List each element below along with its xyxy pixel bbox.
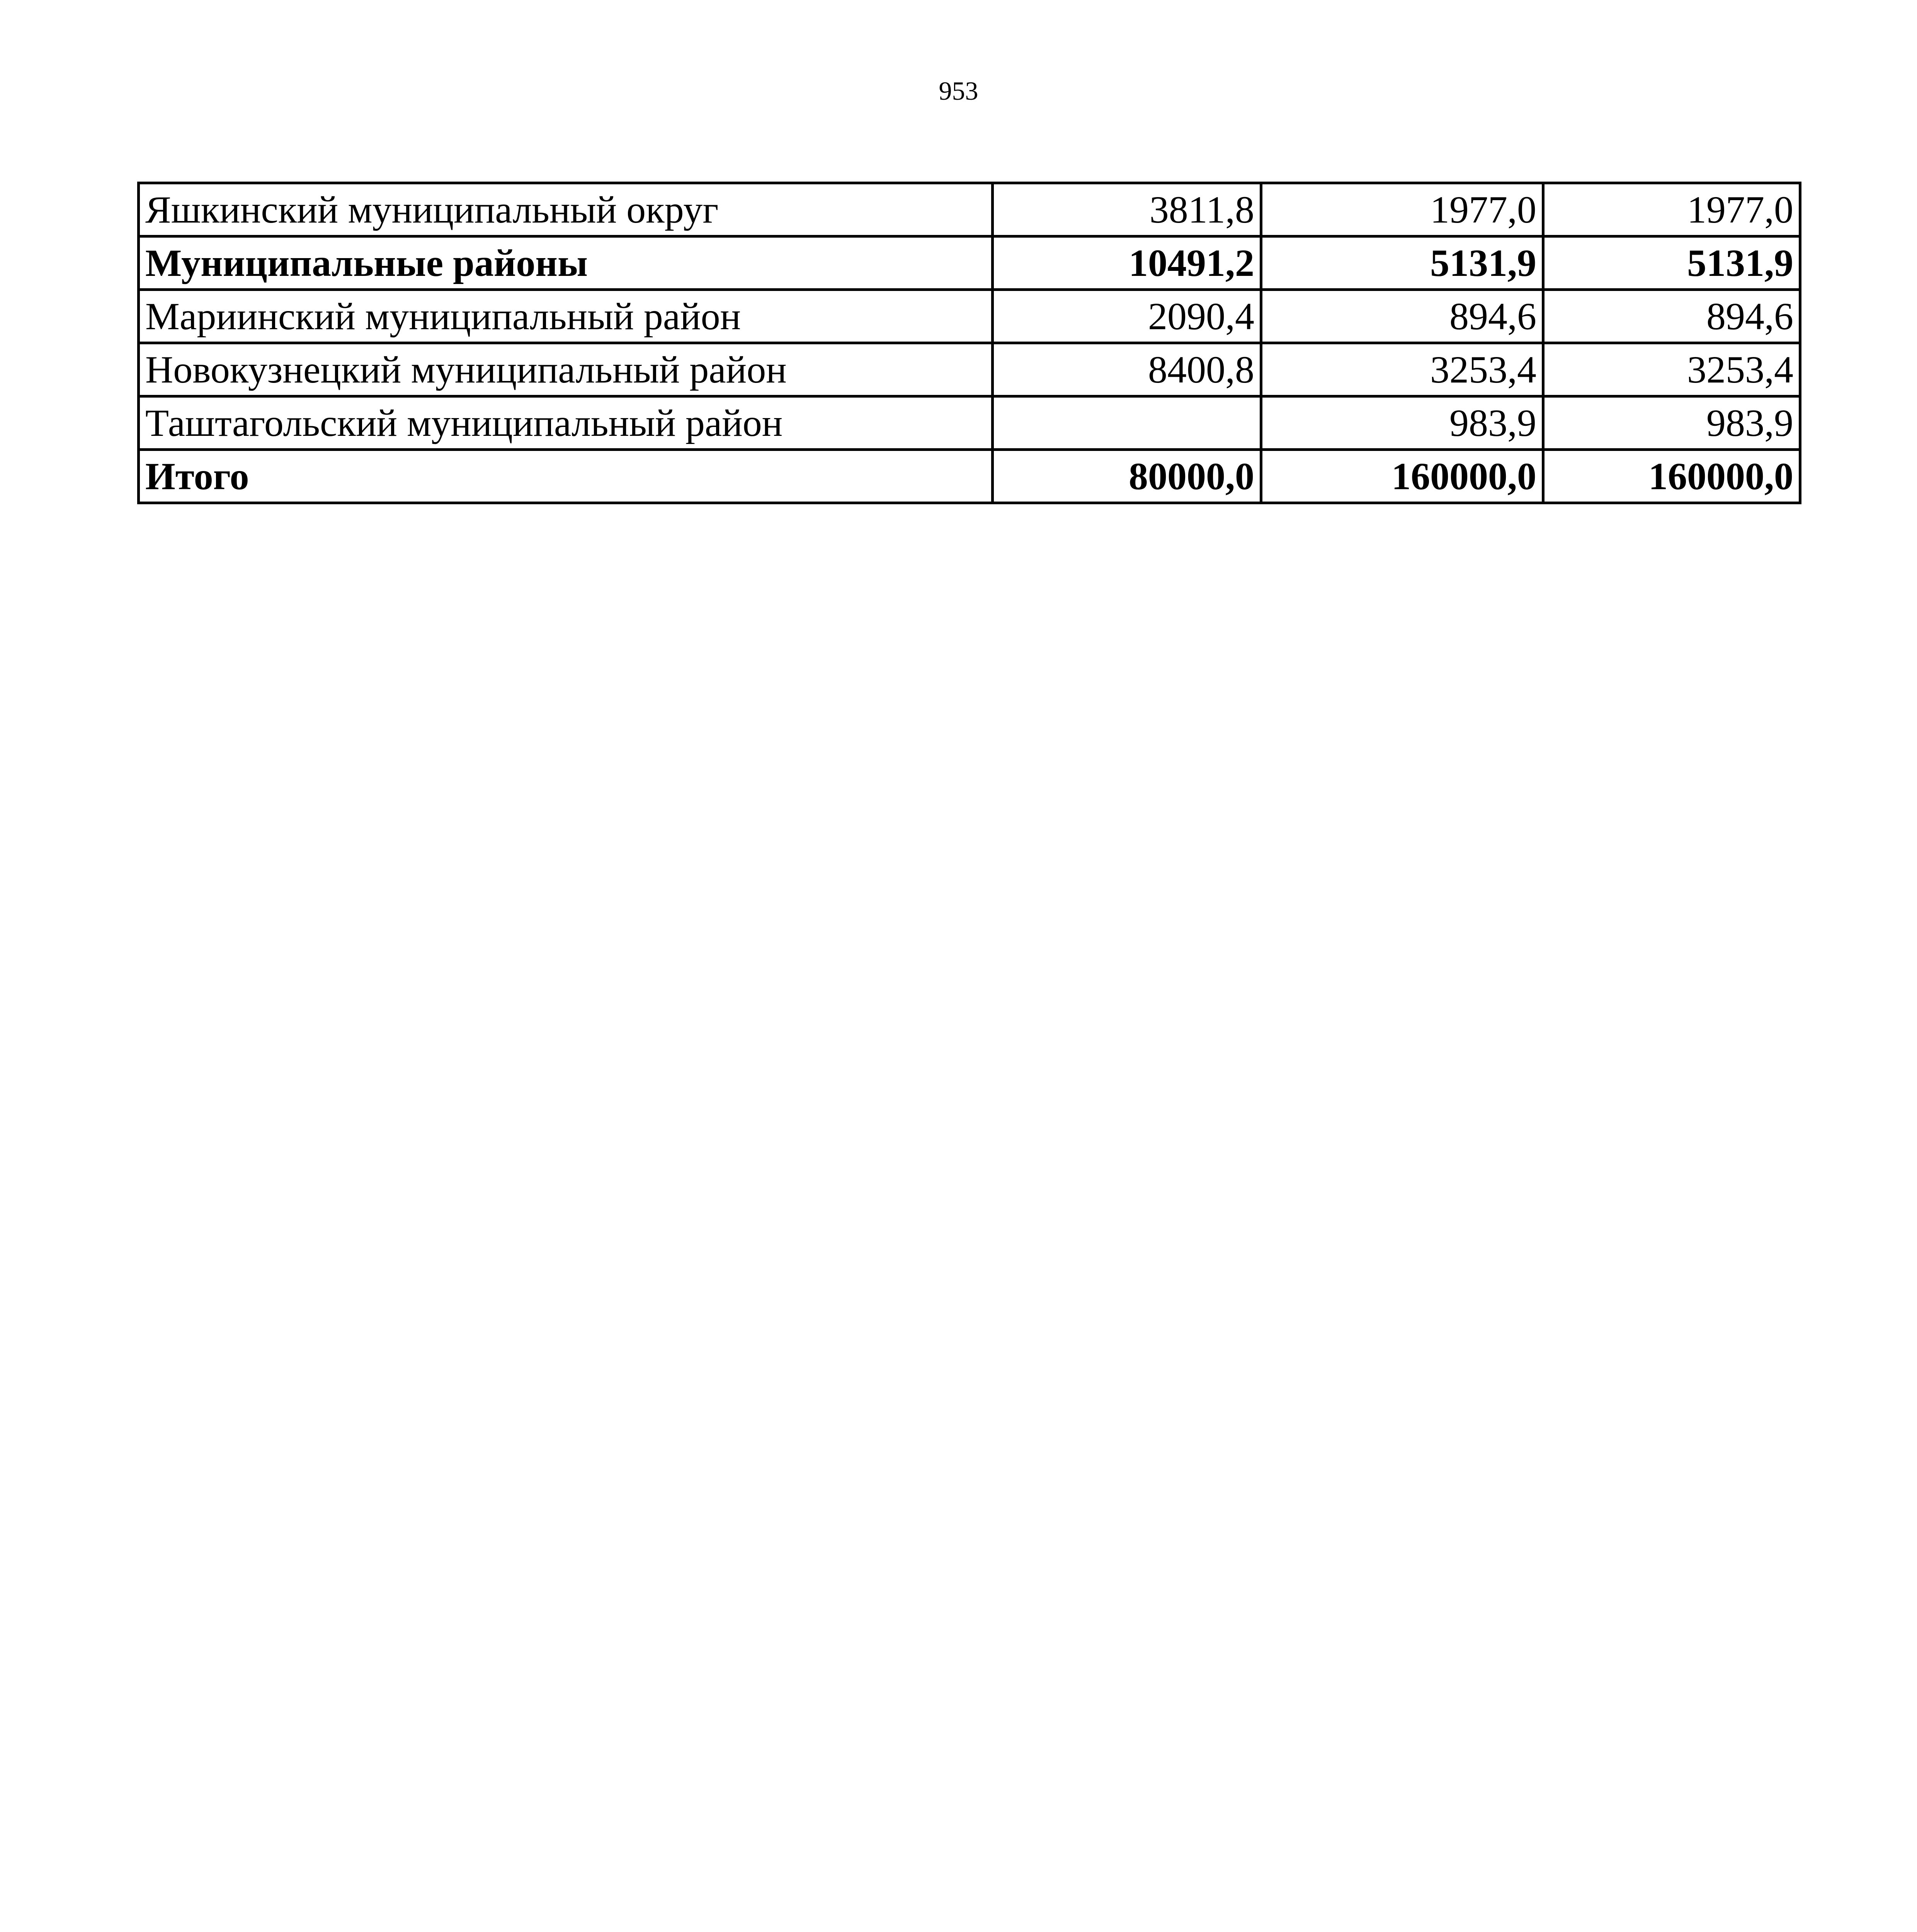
row-name-cell: Яшкинский муниципальный округ xyxy=(139,183,993,236)
row-name-cell: Таштагольский муниципальный район xyxy=(139,396,993,450)
value-cell-3: 3253,4 xyxy=(1543,343,1800,396)
value-cell-1: 3811,8 xyxy=(993,183,1261,236)
allocation-table xyxy=(137,182,1801,504)
row-name-cell: Мариинский муниципальный район xyxy=(139,290,993,343)
value-cell-2: 160000,0 xyxy=(1261,450,1543,503)
row-name-cell: Муниципальные районы xyxy=(139,236,993,290)
value-cell-1: 8400,8 xyxy=(993,343,1261,396)
table-row xyxy=(139,343,1800,396)
value-cell-3: 5131,9 xyxy=(1543,236,1800,290)
value-cell-3: 983,9 xyxy=(1543,396,1800,450)
table-row xyxy=(139,450,1800,503)
value-cell-3: 160000,0 xyxy=(1543,450,1800,503)
table-row xyxy=(139,396,1800,450)
row-name-cell: Итого xyxy=(139,450,993,503)
value-cell-2: 983,9 xyxy=(1261,396,1543,450)
row-name-cell: Новокузнецкий муниципальный район xyxy=(139,343,993,396)
table-row xyxy=(139,290,1800,343)
value-cell-1 xyxy=(993,396,1261,450)
page-number: 953 xyxy=(939,76,978,105)
table-row xyxy=(139,183,1800,236)
value-cell-2: 5131,9 xyxy=(1261,236,1543,290)
table-row xyxy=(139,236,1800,290)
table-body xyxy=(139,183,1800,503)
value-cell-1: 10491,2 xyxy=(993,236,1261,290)
value-cell-1: 2090,4 xyxy=(993,290,1261,343)
value-cell-2: 3253,4 xyxy=(1261,343,1543,396)
value-cell-2: 894,6 xyxy=(1261,290,1543,343)
value-cell-2: 1977,0 xyxy=(1261,183,1543,236)
value-cell-3: 1977,0 xyxy=(1543,183,1800,236)
value-cell-1: 80000,0 xyxy=(993,450,1261,503)
value-cell-3: 894,6 xyxy=(1543,290,1800,343)
